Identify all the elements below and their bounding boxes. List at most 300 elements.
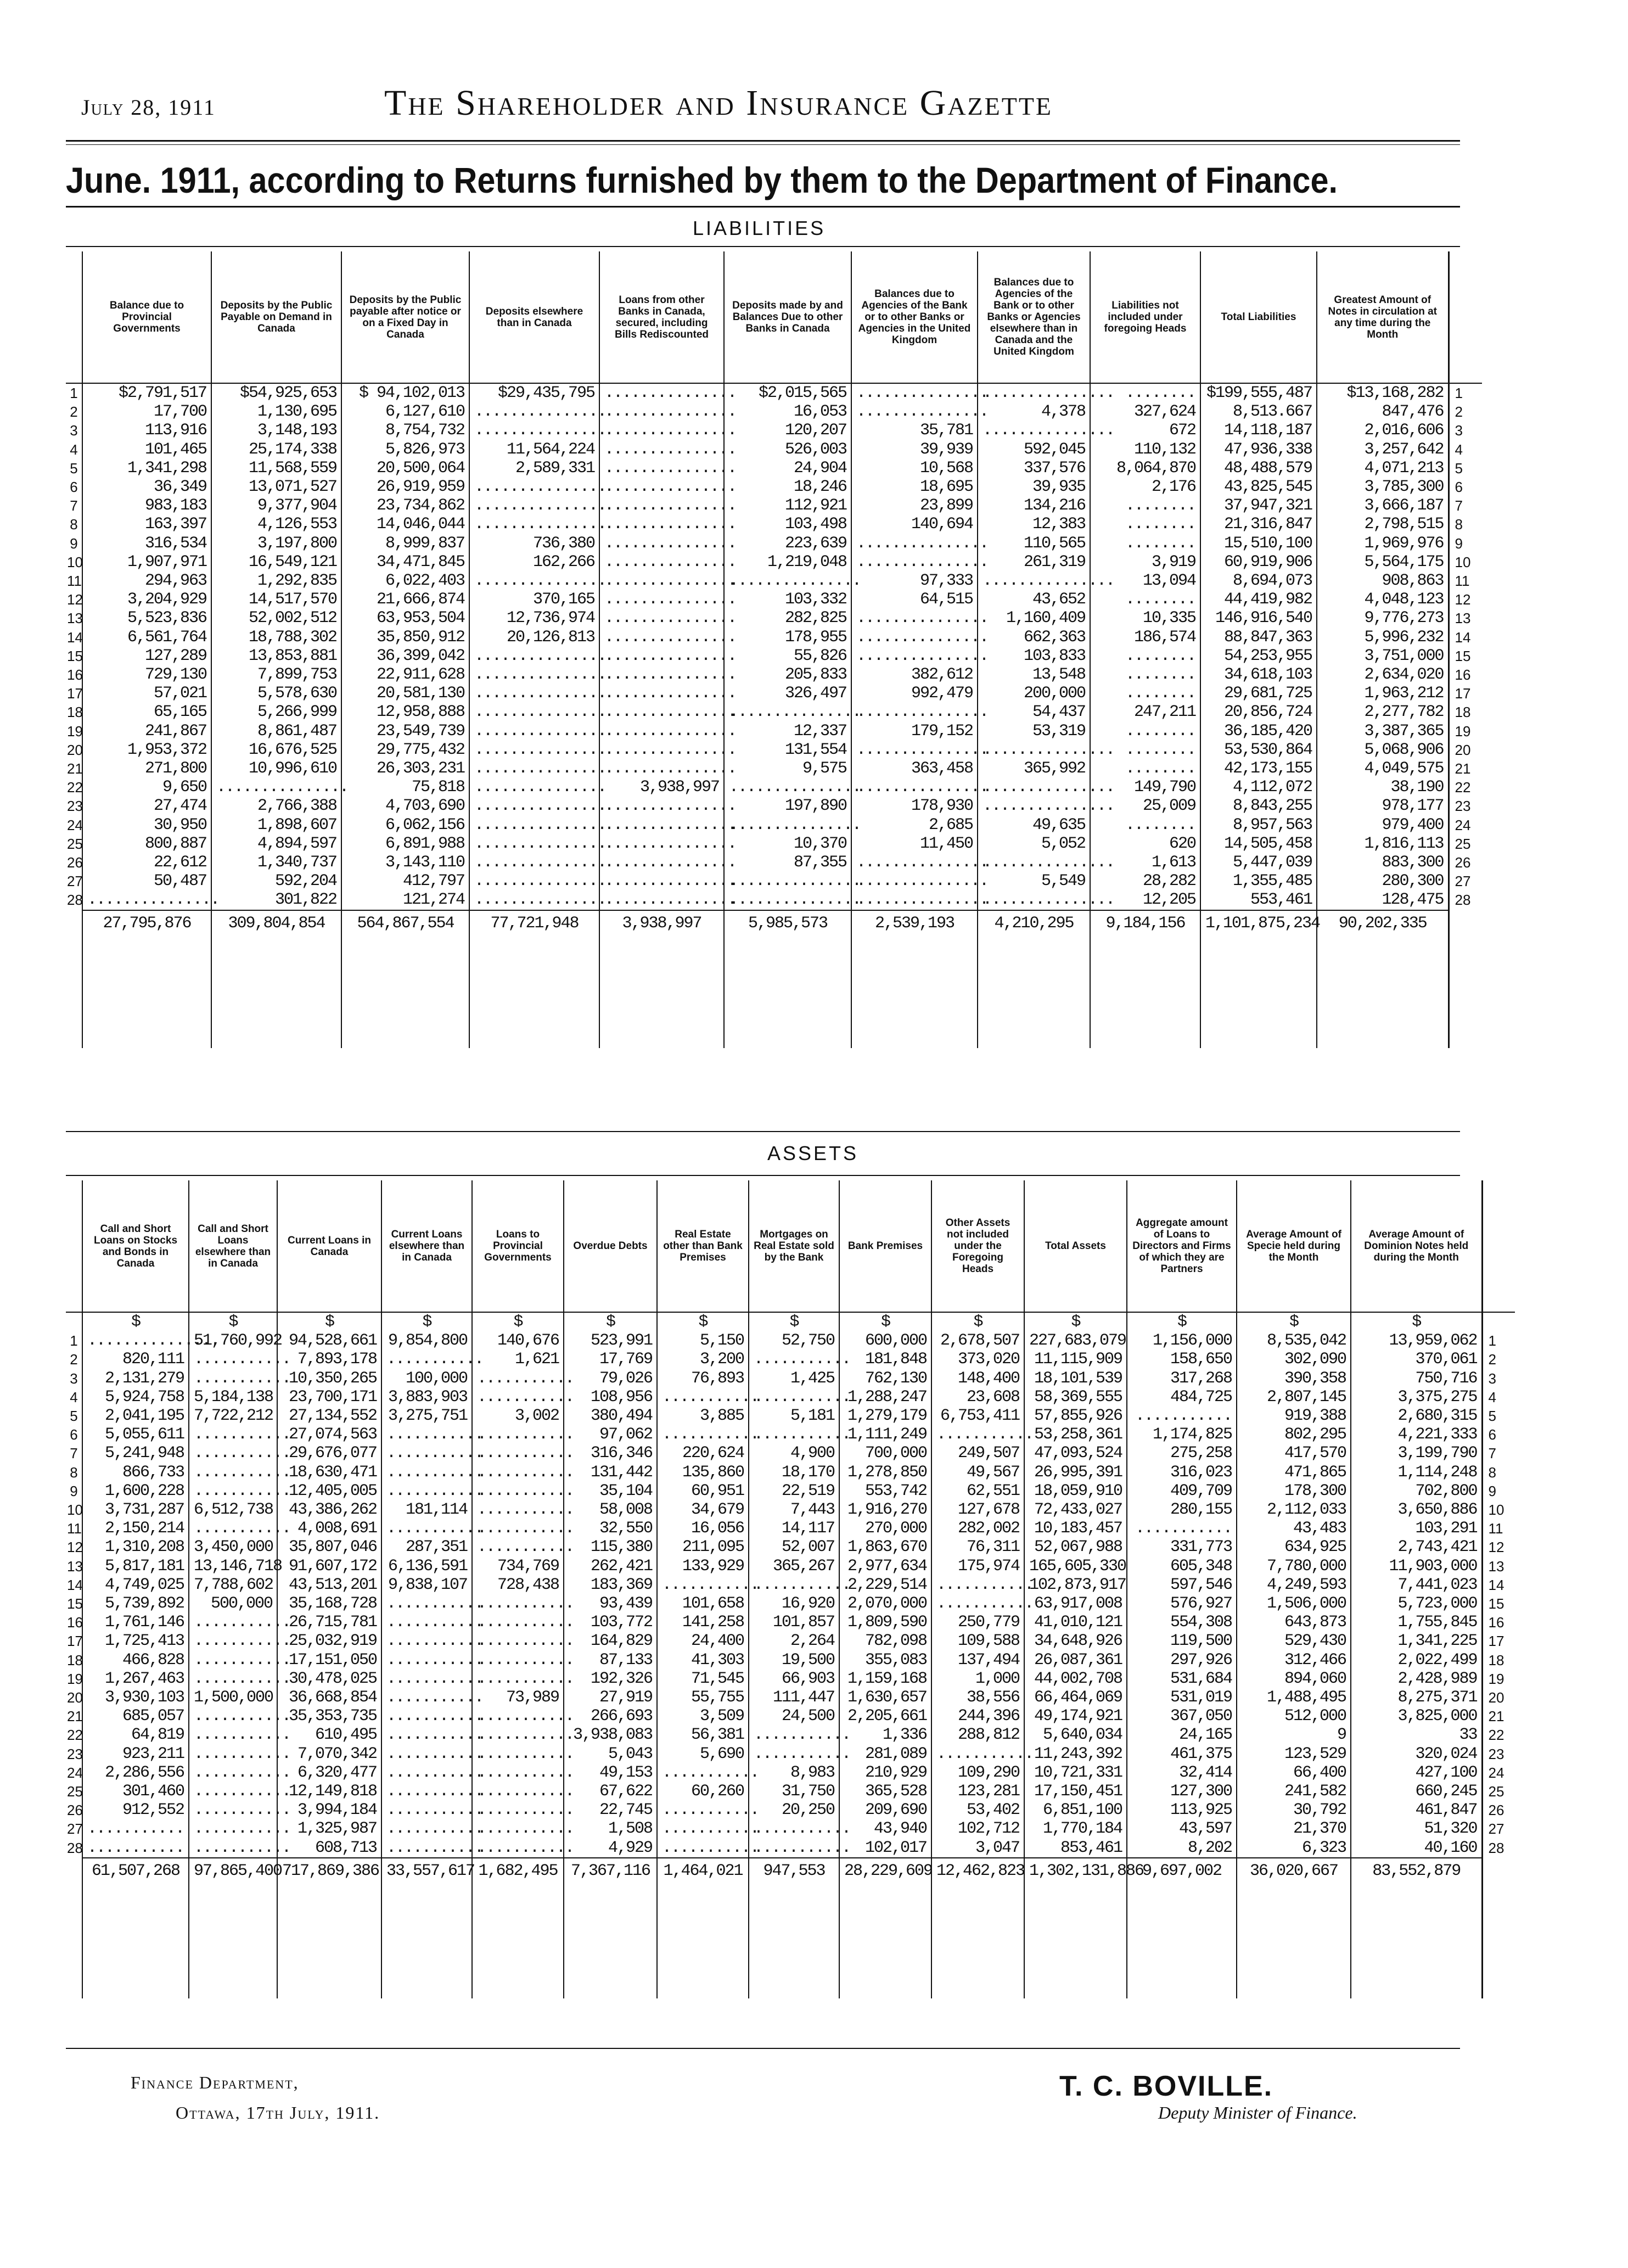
table-cell: ........... [381,1482,472,1500]
row-number: 16 [1449,665,1482,684]
table-cell: 2,798,515 [1317,515,1449,534]
table-cell: 79,026 [564,1369,657,1388]
table-cell: ........ [1090,759,1200,778]
table-cell: 1,863,670 [839,1538,931,1556]
row-number: 1 [70,1332,78,1349]
table-cell: 5,690 [657,1745,749,1763]
table-cell: 101,857 [749,1613,839,1632]
table-cell: 526,003 [724,440,851,459]
table-cell: 73,989 [472,1688,564,1707]
table-cell: 47,093,524 [1024,1444,1127,1463]
table-cell: 2,743,421 [1351,1538,1482,1556]
table-cell: ............... [469,759,599,778]
table-cell: 21,666,874 [341,590,469,609]
table-cell: 43,513,201 [277,1576,381,1594]
table-cell: 94,528,661 [277,1331,381,1350]
table-cell: 91,607,172 [277,1557,381,1576]
table-cell: 2,634,020 [1317,665,1449,684]
table-cell: 32,414 [1127,1763,1237,1782]
table-cell: 200,000 [978,684,1090,703]
table-row [66,1613,1515,1632]
table-cell: ........ [1090,684,1200,703]
table-cell: 67,622 [564,1782,657,1801]
table-cell: 8,957,563 [1200,816,1317,835]
table-cell: 31,750 [749,1782,839,1801]
table-cell: 762,130 [839,1369,931,1388]
table-cell: ............... [599,534,724,553]
table-cell: 301,460 [82,1782,189,1801]
currency-symbol: $ [472,1312,564,1331]
table-cell: 38,556 [931,1688,1024,1707]
table-cell: ............... [469,797,599,815]
table-cell: $13,168,282 [1317,383,1449,402]
row-number: 2 [1449,402,1482,421]
table-cell: 87,355 [724,853,851,872]
table-cell: 49,174,921 [1024,1707,1127,1726]
table-cell: ........... [82,1839,189,1858]
row-number: 22 [1482,1726,1515,1744]
table-cell: 2,176 [1090,478,1200,496]
table-cell: 9,575 [724,759,851,778]
row-number: 10 [1482,1500,1515,1519]
table-cell: 66,464,069 [1024,1688,1127,1707]
table-row [66,778,1482,797]
row-number: 15 [67,647,83,664]
table-cell: ........... [381,1726,472,1744]
table-cell: ........... [472,1726,564,1744]
table-row [66,1576,1515,1594]
table-cell: 736,380 [469,534,599,553]
row-number: 14 [1449,628,1482,647]
table-cell: ........... [657,1425,749,1444]
table-cell: 33 [1351,1726,1482,1744]
table-cell: ............... [599,872,724,891]
table-cell: 316,023 [1127,1463,1237,1482]
row-number: 3 [1482,1369,1515,1388]
table-cell: 2,807,145 [1237,1388,1351,1407]
table-cell: 355,083 [839,1651,931,1670]
table-cell: ............... [469,647,599,665]
row-number: 27 [1449,872,1482,891]
table-cell: 3,885 [657,1407,749,1425]
page-subtitle: June. 1911, according to Returns furnished by them to the Department of Finance. [66,160,1338,200]
table-cell: 316,346 [564,1444,657,1463]
table-cell: ............... [469,402,599,421]
table-cell: 39,939 [851,440,978,459]
table-cell: 373,020 [931,1350,1024,1369]
row-number: 6 [1449,478,1482,496]
table-cell: 50,487 [82,872,211,891]
total-cell: 27,795,876 [82,910,211,933]
table-cell: $54,925,653 [211,383,341,402]
table-cell: 35,850,912 [341,628,469,647]
table-cell: 178,955 [724,628,851,647]
table-cell: 3,002 [472,1407,564,1425]
row-number: 8 [70,516,78,533]
table-cell: ........ [1090,515,1200,534]
table-cell: ........... [1127,1407,1237,1425]
table-cell: ........ [1090,534,1200,553]
row-number: 3 [70,422,78,439]
row-number: 15 [67,1595,83,1612]
footer-department: Finance Department, [131,2073,299,2092]
table-cell: 412,797 [341,872,469,891]
table-cell: 103,772 [564,1613,657,1632]
table-cell: 54,253,955 [1200,647,1317,665]
table-cell: 5,924,758 [82,1388,189,1407]
table-cell: ............... [599,440,724,459]
row-number: 20 [67,1689,83,1706]
table-cell: 121,274 [341,891,469,910]
table-cell: 1,600,228 [82,1482,189,1500]
assets-column-header: Current Loans elsewhere than in Canada [381,1180,472,1312]
table-cell: ............... [599,590,724,609]
table-cell: 16,549,121 [211,553,341,572]
table-cell: 8,754,732 [341,421,469,440]
table-cell: 52,002,512 [211,609,341,628]
table-cell: 93,439 [564,1594,657,1613]
table-cell: 370,061 [1351,1350,1482,1369]
table-row [66,553,1482,572]
table-cell: 529,430 [1237,1632,1351,1650]
table-cell: 919,388 [1237,1407,1351,1425]
table-cell: 8,535,042 [1237,1331,1351,1350]
table-row [66,891,1482,910]
table-row [66,515,1482,534]
table-cell: ........... [472,1763,564,1782]
table-cell: 66,400 [1237,1763,1351,1782]
table-cell: ............... [599,459,724,478]
table-row [66,816,1482,835]
table-cell: 5,184,138 [189,1388,277,1407]
table-cell: ............... [599,759,724,778]
table-cell: ............... [599,515,724,534]
table-row [66,1519,1515,1538]
table-cell: 9 [1237,1726,1351,1744]
table-cell: ........... [472,1745,564,1763]
table-cell: 141,258 [657,1613,749,1632]
row-number: 1 [70,385,78,401]
table-cell: 9,854,800 [381,1331,472,1350]
table-row [66,628,1482,647]
table-cell: 115,380 [564,1538,657,1556]
table-cell: ........ [1090,496,1200,515]
table-cell: 110,132 [1090,440,1200,459]
table-cell: 979,400 [1317,816,1449,835]
table-cell: 5,723,000 [1351,1594,1482,1613]
table-cell: 10,183,457 [1024,1519,1127,1538]
table-cell: 14,517,570 [211,590,341,609]
table-cell: 192,326 [564,1670,657,1688]
table-cell: ............... [851,891,978,910]
table-cell: 16,920 [749,1594,839,1613]
table-cell: 7,441,023 [1351,1576,1482,1594]
table-cell: 605,348 [1127,1557,1237,1576]
table-cell: 912,552 [82,1801,189,1819]
table-cell: 72,433,027 [1024,1500,1127,1519]
table-row [66,440,1482,459]
table-cell: 1,508 [564,1819,657,1838]
table-cell: ............... [851,853,978,872]
table-cell: ............... [978,421,1090,440]
table-cell: 140,676 [472,1331,564,1350]
row-number: 23 [67,1745,83,1762]
table-cell: 17,151,050 [277,1651,381,1670]
table-cell: ............... [469,835,599,853]
row-number: 10 [67,1502,83,1519]
table-cell: ........ [1090,816,1200,835]
table-cell: ............... [469,741,599,759]
table-row [66,1331,1515,1350]
row-number: 27 [67,873,83,890]
table-cell: 5,826,973 [341,440,469,459]
table-cell: 88,847,363 [1200,628,1317,647]
total-cell: 61,507,268 [82,1858,189,1880]
header-rule-2 [66,144,1460,145]
table-cell: 1,761,146 [82,1613,189,1632]
row-number: 9 [1482,1482,1515,1500]
table-cell: 2,766,388 [211,797,341,815]
row-number: 17 [67,685,83,702]
table-cell: 52,007 [749,1538,839,1556]
row-number: 17 [1449,684,1482,703]
table-cell: ............... [851,778,978,797]
row-number: 13 [67,1558,83,1575]
table-row [66,534,1482,553]
table-cell: 1,267,463 [82,1670,189,1688]
row-number: 21 [67,1708,83,1725]
table-cell: 26,303,231 [341,759,469,778]
table-cell: ........... [189,1839,277,1858]
table-row [66,1726,1515,1744]
table-cell: ........... [749,1388,839,1407]
table-cell: 1,630,657 [839,1688,931,1707]
table-cell: 128,475 [1317,891,1449,910]
table-cell: ............... [851,402,978,421]
table-cell: 56,381 [657,1726,749,1744]
row-number: 26 [1482,1801,1515,1819]
table-cell: 3,275,751 [381,1407,472,1425]
table-cell: 281,089 [839,1745,931,1763]
table-cell: 302,090 [1237,1350,1351,1369]
table-cell: 48,488,579 [1200,459,1317,478]
table-cell: ........... [381,1594,472,1613]
total-cell: 717,869,386 [277,1858,381,1880]
table-cell: 6,512,738 [189,1500,277,1519]
table-cell: 6,323 [1237,1839,1351,1858]
table-cell: ............... [469,496,599,515]
total-cell: 36,020,667 [1237,1858,1351,1880]
total-cell: 1,101,875,234 [1200,910,1317,933]
table-cell: ............... [851,609,978,628]
table-cell: 43,386,262 [277,1500,381,1519]
table-cell: 34,618,103 [1200,665,1317,684]
table-cell: 13,853,881 [211,647,341,665]
table-cell: 148,400 [931,1369,1024,1388]
row-number: 25 [1449,835,1482,853]
table-cell: 36,185,420 [1200,722,1317,741]
assets-column-header: Real Estate other than Bank Premises [657,1180,749,1312]
table-cell: 894,060 [1237,1670,1351,1688]
row-number: 27 [1482,1819,1515,1838]
table-cell: 44,002,708 [1024,1670,1127,1688]
table-cell: 4,900 [749,1444,839,1463]
table-cell: ............... [978,572,1090,590]
table-cell: 43,940 [839,1819,931,1838]
table-cell: 1,341,225 [1351,1632,1482,1650]
table-cell: ............... [469,778,599,797]
table-row [66,1763,1515,1782]
currency-symbol: $ [1351,1312,1482,1331]
table-cell: 27,134,552 [277,1407,381,1425]
table-cell: 908,863 [1317,572,1449,590]
table-cell: 261,319 [978,553,1090,572]
table-cell: 282,825 [724,609,851,628]
currency-symbol: $ [931,1312,1024,1331]
table-row [66,1538,1515,1556]
table-cell: 109,588 [931,1632,1024,1650]
table-cell: 18,059,910 [1024,1482,1127,1500]
table-cell: 2,131,279 [82,1369,189,1388]
table-cell: 241,582 [1237,1782,1351,1801]
table-cell: ............... [978,778,1090,797]
row-number: 28 [67,892,83,909]
table-cell: 211,095 [657,1538,749,1556]
table-cell: 288,812 [931,1726,1024,1744]
table-cell: 35,104 [564,1482,657,1500]
table-cell: 5,578,630 [211,684,341,703]
liabilities-column-header: Total Liabilities [1200,251,1317,383]
table-cell: 3,938,997 [599,778,724,797]
table-cell: 523,991 [564,1331,657,1350]
currency-symbol: $ [1024,1312,1127,1331]
table-cell: 1,488,495 [1237,1688,1351,1707]
row-number: 5 [1449,459,1482,478]
table-cell: 3,257,642 [1317,440,1449,459]
table-cell: 16,056 [657,1519,749,1538]
table-cell: 7,780,000 [1237,1557,1351,1576]
row-number: 23 [1482,1745,1515,1763]
table-cell: 417,570 [1237,1444,1351,1463]
table-cell: 320,024 [1351,1745,1482,1763]
table-row [66,759,1482,778]
table-cell: ........... [381,1463,472,1482]
table-cell: 3,387,365 [1317,722,1449,741]
table-cell: 883,300 [1317,853,1449,872]
row-number: 28 [1449,891,1482,910]
table-row [66,1819,1515,1838]
table-cell: 4,008,691 [277,1519,381,1538]
table-cell: 1,770,184 [1024,1819,1127,1838]
table-cell: 113,925 [1127,1801,1237,1819]
table-cell: ........... [381,1444,472,1463]
table-cell: ........... [381,1801,472,1819]
table-cell: 75,818 [341,778,469,797]
table-cell: 11,450 [851,835,978,853]
row-number-header [66,251,82,383]
totals-row [66,1858,1515,1880]
table-cell: 26,919,959 [341,478,469,496]
table-cell: 2,070,000 [839,1594,931,1613]
table-row [66,1839,1515,1858]
table-cell: 297,926 [1127,1651,1237,1670]
table-cell: ............... [599,609,724,628]
table-cell: 337,576 [978,459,1090,478]
table-cell: 983,183 [82,496,211,515]
table-cell: 17,769 [564,1350,657,1369]
table-cell: 5,640,034 [1024,1726,1127,1744]
table-cell: 3,731,287 [82,1500,189,1519]
table-cell: 600,000 [839,1331,931,1350]
table-cell: 3,148,193 [211,421,341,440]
table-cell: ........... [749,1576,839,1594]
table-cell: 750,716 [1351,1369,1482,1388]
table-cell: 175,974 [931,1557,1024,1576]
table-cell: ........... [931,1425,1024,1444]
table-cell: 608,713 [277,1839,381,1858]
table-cell: 1,114,248 [1351,1463,1482,1482]
table-cell: 110,565 [978,534,1090,553]
table-cell: ............... [469,684,599,703]
liabilities-column-header: Deposits made by and Balances Due to other Banks in Canada [724,251,851,383]
table-cell: ........... [931,1576,1024,1594]
table-cell: 8,064,870 [1090,459,1200,478]
row-number: 2 [1482,1350,1515,1369]
table-cell: ............... [599,835,724,853]
total-cell: 97,865,400 [189,1858,277,1880]
table-cell: 8,843,255 [1200,797,1317,815]
table-cell: 5,241,948 [82,1444,189,1463]
table-cell: 30,478,025 [277,1670,381,1688]
table-cell: 3,143,110 [341,853,469,872]
table-cell: 1,325,987 [277,1819,381,1838]
row-number: 14 [67,629,83,646]
table-cell: 34,648,926 [1024,1632,1127,1650]
currency-symbol: $ [277,1312,381,1331]
table-cell: 5,739,892 [82,1594,189,1613]
table-cell: 103,291 [1351,1519,1482,1538]
table-cell: 181,848 [839,1350,931,1369]
publication-title: The Shareholder and Insurance Gazette [384,83,1053,123]
assets-table [66,1180,1515,1998]
row-number: 16 [67,1614,83,1631]
row-number: 24 [1482,1763,1515,1782]
table-cell: 249,507 [931,1444,1024,1463]
row-number: 24 [1449,816,1482,835]
table-cell: ............... [469,703,599,721]
table-row [66,1557,1515,1576]
table-cell: 1,160,409 [978,609,1090,628]
table-cell: 103,332 [724,590,851,609]
table-cell: 178,930 [851,797,978,815]
table-cell: 27,074,563 [277,1425,381,1444]
table-cell: ........... [189,1670,277,1688]
table-cell: 24,904 [724,459,851,478]
table-cell: ........... [381,1425,472,1444]
table-cell: ........... [472,1500,564,1519]
table-cell: 4,221,333 [1351,1425,1482,1444]
table-cell: ............... [851,741,978,759]
table-cell: 2,977,634 [839,1557,931,1576]
table-cell: 49,635 [978,816,1090,835]
table-cell: 64,515 [851,590,978,609]
table-cell: ............... [978,853,1090,872]
table-cell: ........ [1090,383,1200,402]
table-cell: 1,174,825 [1127,1425,1237,1444]
table-cell: 6,320,477 [277,1763,381,1782]
table-row [66,1388,1515,1407]
table-cell: 5,055,611 [82,1425,189,1444]
